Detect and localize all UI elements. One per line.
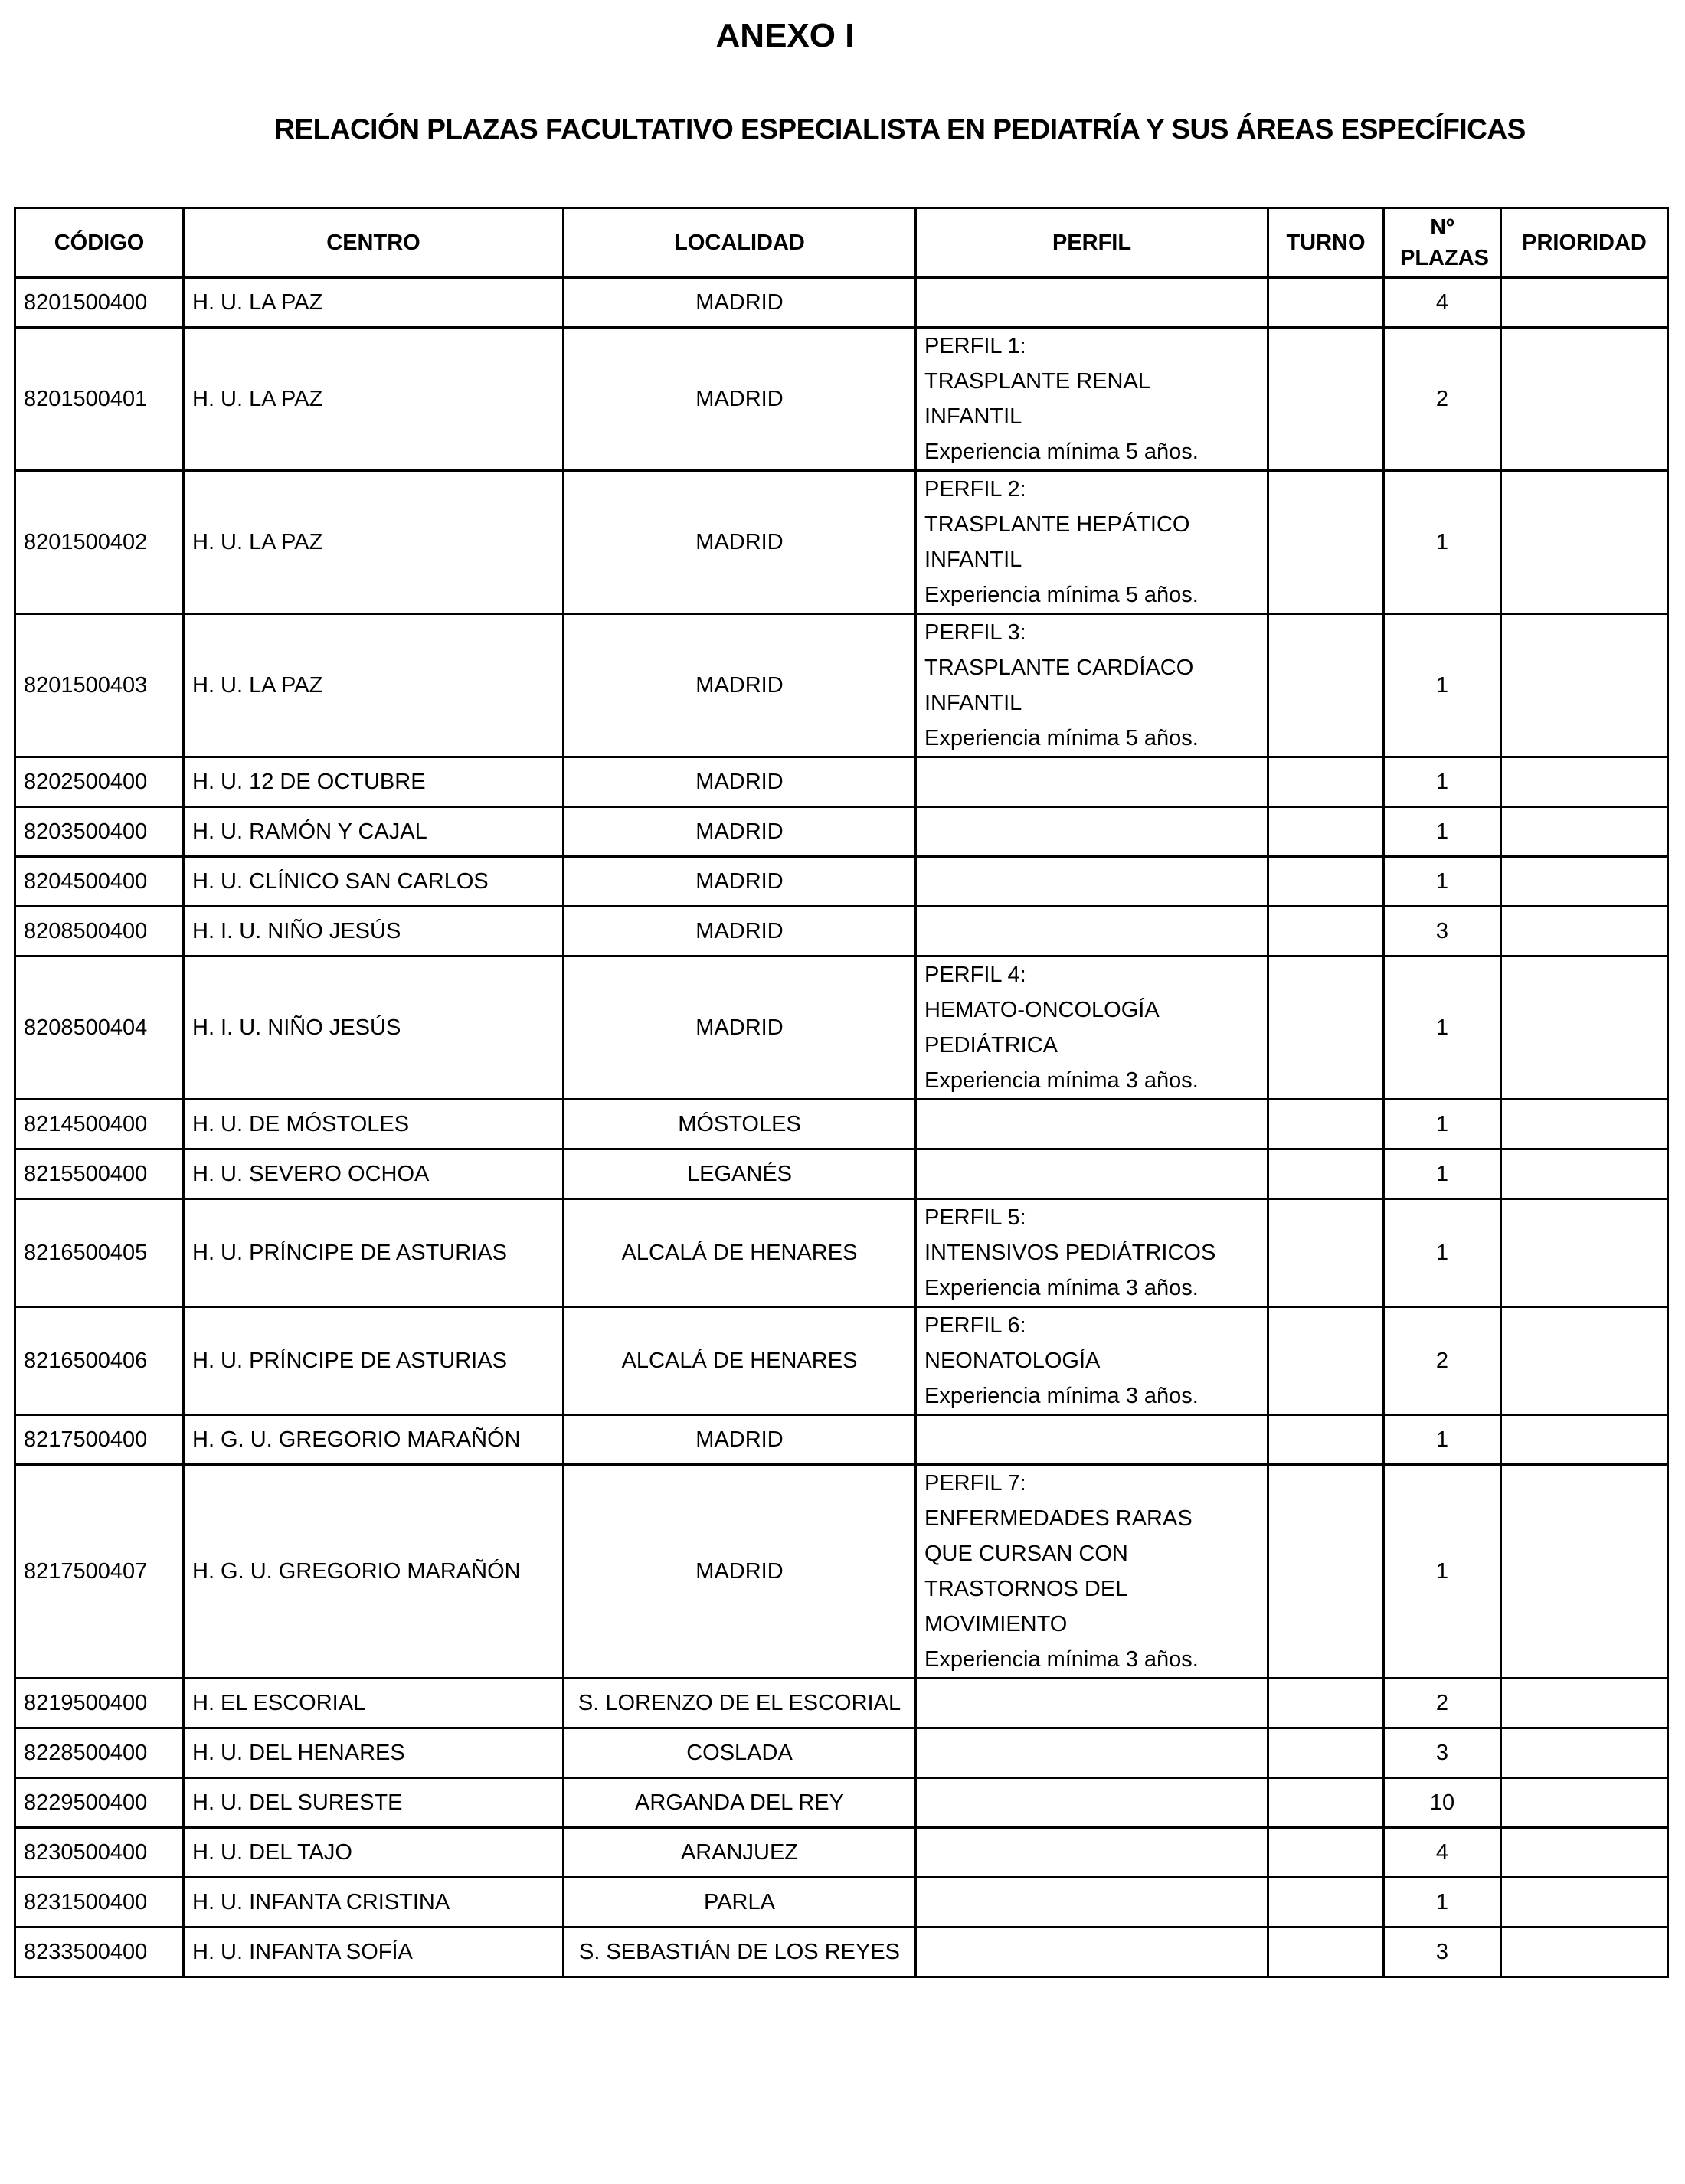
perfil-line: NEONATOLOGÍA xyxy=(924,1349,1101,1373)
cell-codigo: 8201500401 xyxy=(15,328,184,471)
table-header-row xyxy=(15,208,1668,278)
cell-plazas: 4 xyxy=(1384,278,1501,328)
cell-plazas: 1 xyxy=(1384,757,1501,807)
cell-perfil xyxy=(916,1307,1268,1415)
cell-codigo: 8208500400 xyxy=(15,907,184,956)
cell-prioridad xyxy=(1501,278,1668,328)
cell-turno xyxy=(1268,1307,1384,1415)
cell-codigo: 8201500400 xyxy=(15,278,184,328)
perfil-line: Experiencia mínima 3 años. xyxy=(924,1384,1199,1408)
cell-codigo: 8229500400 xyxy=(15,1778,184,1828)
cell-perfil xyxy=(916,1149,1268,1199)
header-codigo: CÓDIGO xyxy=(15,208,184,278)
perfil-line: Experiencia mínima 3 años. xyxy=(924,1276,1199,1300)
cell-perfil xyxy=(916,857,1268,907)
cell-centro: H. EL ESCORIAL xyxy=(184,1679,564,1728)
cell-localidad: MADRID xyxy=(564,614,916,757)
cell-centro: H. U. INFANTA SOFÍA xyxy=(184,1927,564,1977)
cell-turno xyxy=(1268,1679,1384,1728)
cell-plazas: 1 xyxy=(1384,857,1501,907)
cell-plazas: 2 xyxy=(1384,1679,1501,1728)
cell-codigo: 8231500400 xyxy=(15,1878,184,1927)
cell-centro: H. U. LA PAZ xyxy=(184,328,564,471)
cell-localidad: MADRID xyxy=(564,471,916,614)
document-subtitle: RELACIÓN PLAZAS FACULTATIVO ESPECIALISTA EN PEDIATRÍA Y SUS ÁREAS ESPECÍFICAS xyxy=(274,113,1526,145)
cell-turno xyxy=(1268,1465,1384,1679)
cell-codigo: 8208500404 xyxy=(15,956,184,1100)
perfil-line: PEDIÁTRICA xyxy=(924,1033,1058,1058)
cell-prioridad xyxy=(1501,471,1668,614)
cell-turno xyxy=(1268,1828,1384,1878)
cell-localidad: MADRID xyxy=(564,956,916,1100)
perfil-line: MOVIMIENTO xyxy=(924,1612,1068,1636)
table-row xyxy=(15,1149,1668,1199)
cell-perfil xyxy=(916,614,1268,757)
cell-centro: H. U. PRÍNCIPE DE ASTURIAS xyxy=(184,1307,564,1415)
cell-plazas: 1 xyxy=(1384,807,1501,857)
cell-prioridad xyxy=(1501,1679,1668,1728)
perfil-line: TRASTORNOS DEL xyxy=(924,1577,1128,1601)
cell-perfil xyxy=(916,471,1268,614)
cell-centro: H. U. DEL SURESTE xyxy=(184,1778,564,1828)
cell-localidad: MADRID xyxy=(564,1465,916,1679)
cell-turno xyxy=(1268,614,1384,757)
cell-turno xyxy=(1268,471,1384,614)
cell-centro: H. U. DE MÓSTOLES xyxy=(184,1100,564,1149)
plazas-table xyxy=(14,207,1669,1978)
cell-perfil xyxy=(916,956,1268,1100)
cell-codigo: 8230500400 xyxy=(15,1828,184,1878)
cell-centro: H. G. U. GREGORIO MARAÑÓN xyxy=(184,1465,564,1679)
cell-perfil xyxy=(916,1728,1268,1778)
cell-codigo: 8233500400 xyxy=(15,1927,184,1977)
perfil-line: HEMATO-ONCOLOGÍA xyxy=(924,998,1160,1022)
cell-localidad: MADRID xyxy=(564,757,916,807)
table-row xyxy=(15,757,1668,807)
cell-localidad: LEGANÉS xyxy=(564,1149,916,1199)
perfil-line: Experiencia mínima 3 años. xyxy=(924,1647,1199,1672)
table-row xyxy=(15,614,1668,757)
table-row xyxy=(15,328,1668,471)
cell-turno xyxy=(1268,1728,1384,1778)
cell-localidad: PARLA xyxy=(564,1878,916,1927)
cell-perfil xyxy=(916,1465,1268,1679)
cell-plazas: 1 xyxy=(1384,1199,1501,1307)
header-localidad: LOCALIDAD xyxy=(564,208,916,278)
cell-localidad: ALCALÁ DE HENARES xyxy=(564,1199,916,1307)
cell-turno xyxy=(1268,1199,1384,1307)
cell-perfil xyxy=(916,757,1268,807)
table-row xyxy=(15,1728,1668,1778)
cell-localidad: MADRID xyxy=(564,807,916,857)
cell-turno xyxy=(1268,907,1384,956)
perfil-line: TRASPLANTE HEPÁTICO xyxy=(924,512,1190,537)
cell-codigo: 8219500400 xyxy=(15,1679,184,1728)
cell-localidad: S. LORENZO DE EL ESCORIAL xyxy=(564,1679,916,1728)
cell-plazas: 1 xyxy=(1384,1415,1501,1465)
cell-codigo: 8201500402 xyxy=(15,471,184,614)
cell-codigo: 8216500406 xyxy=(15,1307,184,1415)
perfil-line: TRASPLANTE CARDÍACO xyxy=(924,656,1194,680)
cell-plazas: 1 xyxy=(1384,956,1501,1100)
table-row xyxy=(15,1679,1668,1728)
perfil-line: Experiencia mínima 5 años. xyxy=(924,726,1199,750)
cell-centro: H. U. LA PAZ xyxy=(184,278,564,328)
cell-codigo: 8217500400 xyxy=(15,1415,184,1465)
cell-centro: H. U. RAMÓN Y CAJAL xyxy=(184,807,564,857)
cell-codigo: 8215500400 xyxy=(15,1149,184,1199)
cell-localidad: COSLADA xyxy=(564,1728,916,1778)
table-row xyxy=(15,471,1668,614)
perfil-line: INTENSIVOS PEDIÁTRICOS xyxy=(924,1241,1216,1265)
cell-perfil xyxy=(916,278,1268,328)
cell-prioridad xyxy=(1501,1927,1668,1977)
cell-turno xyxy=(1268,757,1384,807)
cell-plazas: 1 xyxy=(1384,471,1501,614)
cell-plazas: 1 xyxy=(1384,614,1501,757)
cell-turno xyxy=(1268,1778,1384,1828)
table-row xyxy=(15,907,1668,956)
cell-prioridad xyxy=(1501,1465,1668,1679)
cell-codigo: 8228500400 xyxy=(15,1728,184,1778)
cell-prioridad xyxy=(1501,328,1668,471)
cell-plazas: 2 xyxy=(1384,1307,1501,1415)
cell-localidad: MÓSTOLES xyxy=(564,1100,916,1149)
cell-prioridad xyxy=(1501,956,1668,1100)
cell-localidad: MADRID xyxy=(564,907,916,956)
cell-prioridad xyxy=(1501,1199,1668,1307)
table-row xyxy=(15,1878,1668,1927)
table-row xyxy=(15,1465,1668,1679)
cell-localidad: MADRID xyxy=(564,857,916,907)
perfil-line: PERFIL 4: xyxy=(924,963,1026,987)
cell-plazas: 1 xyxy=(1384,1465,1501,1679)
cell-prioridad xyxy=(1501,1307,1668,1415)
header-turno: TURNO xyxy=(1268,208,1384,278)
cell-prioridad xyxy=(1501,1149,1668,1199)
cell-centro: H. U. DEL TAJO xyxy=(184,1828,564,1878)
cell-perfil xyxy=(916,1679,1268,1728)
cell-prioridad xyxy=(1501,1778,1668,1828)
cell-prioridad xyxy=(1501,807,1668,857)
cell-plazas: 1 xyxy=(1384,1878,1501,1927)
cell-turno xyxy=(1268,1927,1384,1977)
table-row xyxy=(15,1828,1668,1878)
cell-turno xyxy=(1268,328,1384,471)
cell-centro: H. U. DEL HENARES xyxy=(184,1728,564,1778)
cell-prioridad xyxy=(1501,1728,1668,1778)
cell-turno xyxy=(1268,1149,1384,1199)
cell-centro: H. G. U. GREGORIO MARAÑÓN xyxy=(184,1415,564,1465)
cell-plazas: 3 xyxy=(1384,1728,1501,1778)
header-centro: CENTRO xyxy=(184,208,564,278)
cell-turno xyxy=(1268,1100,1384,1149)
document-title: ANEXO I xyxy=(715,17,855,54)
perfil-line: PERFIL 6: xyxy=(924,1313,1026,1338)
cell-perfil xyxy=(916,1415,1268,1465)
cell-plazas: 1 xyxy=(1384,1149,1501,1199)
cell-centro: H. U. PRÍNCIPE DE ASTURIAS xyxy=(184,1199,564,1307)
header-perfil: PERFIL xyxy=(916,208,1268,278)
cell-plazas: 1 xyxy=(1384,1100,1501,1149)
perfil-line: PERFIL 1: xyxy=(924,334,1026,358)
cell-plazas: 2 xyxy=(1384,328,1501,471)
cell-prioridad xyxy=(1501,1415,1668,1465)
cell-codigo: 8214500400 xyxy=(15,1100,184,1149)
cell-plazas: 3 xyxy=(1384,907,1501,956)
cell-localidad: S. SEBASTIÁN DE LOS REYES xyxy=(564,1927,916,1977)
perfil-line: Experiencia mínima 5 años. xyxy=(924,440,1199,464)
cell-codigo: 8203500400 xyxy=(15,807,184,857)
perfil-line: INFANTIL xyxy=(924,548,1022,572)
cell-prioridad xyxy=(1501,757,1668,807)
cell-centro: H. U. SEVERO OCHOA xyxy=(184,1149,564,1199)
cell-turno xyxy=(1268,278,1384,328)
table-row xyxy=(15,956,1668,1100)
perfil-line: PERFIL 3: xyxy=(924,620,1026,645)
cell-turno xyxy=(1268,956,1384,1100)
cell-prioridad xyxy=(1501,1100,1668,1149)
cell-perfil xyxy=(916,1828,1268,1878)
cell-centro: H. U. LA PAZ xyxy=(184,471,564,614)
cell-localidad: ARANJUEZ xyxy=(564,1828,916,1878)
cell-localidad: MADRID xyxy=(564,1415,916,1465)
cell-centro: H. I. U. NIÑO JESÚS xyxy=(184,907,564,956)
perfil-line: PERFIL 7: xyxy=(924,1471,1026,1496)
perfil-line: Experiencia mínima 5 años. xyxy=(924,583,1199,607)
cell-codigo: 8217500407 xyxy=(15,1465,184,1679)
perfil-line: PERFIL 2: xyxy=(924,477,1026,502)
cell-prioridad xyxy=(1501,1828,1668,1878)
perfil-line: ENFERMEDADES RARAS xyxy=(924,1506,1193,1531)
cell-centro: H. U. 12 DE OCTUBRE xyxy=(184,757,564,807)
cell-centro: H. U. LA PAZ xyxy=(184,614,564,757)
cell-centro: H. I. U. NIÑO JESÚS xyxy=(184,956,564,1100)
perfil-line: INFANTIL xyxy=(924,404,1022,429)
cell-codigo: 8202500400 xyxy=(15,757,184,807)
perfil-line: INFANTIL xyxy=(924,691,1022,715)
perfil-line: Experiencia mínima 3 años. xyxy=(924,1068,1199,1093)
cell-turno xyxy=(1268,857,1384,907)
cell-perfil xyxy=(916,807,1268,857)
cell-turno xyxy=(1268,1415,1384,1465)
cell-prioridad xyxy=(1501,614,1668,757)
table-row xyxy=(15,1307,1668,1415)
table-row xyxy=(15,857,1668,907)
cell-prioridad xyxy=(1501,1878,1668,1927)
cell-turno xyxy=(1268,1878,1384,1927)
cell-perfil xyxy=(916,1778,1268,1828)
perfil-line: QUE CURSAN CON xyxy=(924,1542,1128,1566)
table-row xyxy=(15,1415,1668,1465)
table-row xyxy=(15,1927,1668,1977)
cell-prioridad xyxy=(1501,857,1668,907)
cell-codigo: 8216500405 xyxy=(15,1199,184,1307)
header-prioridad: PRIORIDAD xyxy=(1501,208,1668,278)
perfil-line: PERFIL 5: xyxy=(924,1205,1026,1230)
cell-prioridad xyxy=(1501,907,1668,956)
header-plazas: Nº PLAZAS xyxy=(1384,208,1501,278)
cell-localidad: MADRID xyxy=(564,278,916,328)
cell-perfil xyxy=(916,1100,1268,1149)
perfil-line: TRASPLANTE RENAL xyxy=(924,369,1150,394)
cell-turno xyxy=(1268,807,1384,857)
cell-plazas: 3 xyxy=(1384,1927,1501,1977)
cell-perfil xyxy=(916,1199,1268,1307)
table-row xyxy=(15,1199,1668,1307)
cell-perfil xyxy=(916,1927,1268,1977)
cell-perfil xyxy=(916,1878,1268,1927)
cell-plazas: 10 xyxy=(1384,1778,1501,1828)
cell-localidad: MADRID xyxy=(564,328,916,471)
cell-perfil xyxy=(916,907,1268,956)
cell-perfil xyxy=(916,328,1268,471)
cell-localidad: ALCALÁ DE HENARES xyxy=(564,1307,916,1415)
table-row xyxy=(15,1100,1668,1149)
cell-codigo: 8201500403 xyxy=(15,614,184,757)
cell-centro: H. U. CLÍNICO SAN CARLOS xyxy=(184,857,564,907)
cell-codigo: 8204500400 xyxy=(15,857,184,907)
cell-centro: H. U. INFANTA CRISTINA xyxy=(184,1878,564,1927)
cell-plazas: 4 xyxy=(1384,1828,1501,1878)
table-row xyxy=(15,807,1668,857)
table-row xyxy=(15,1778,1668,1828)
table-row xyxy=(15,278,1668,328)
cell-localidad: ARGANDA DEL REY xyxy=(564,1778,916,1828)
